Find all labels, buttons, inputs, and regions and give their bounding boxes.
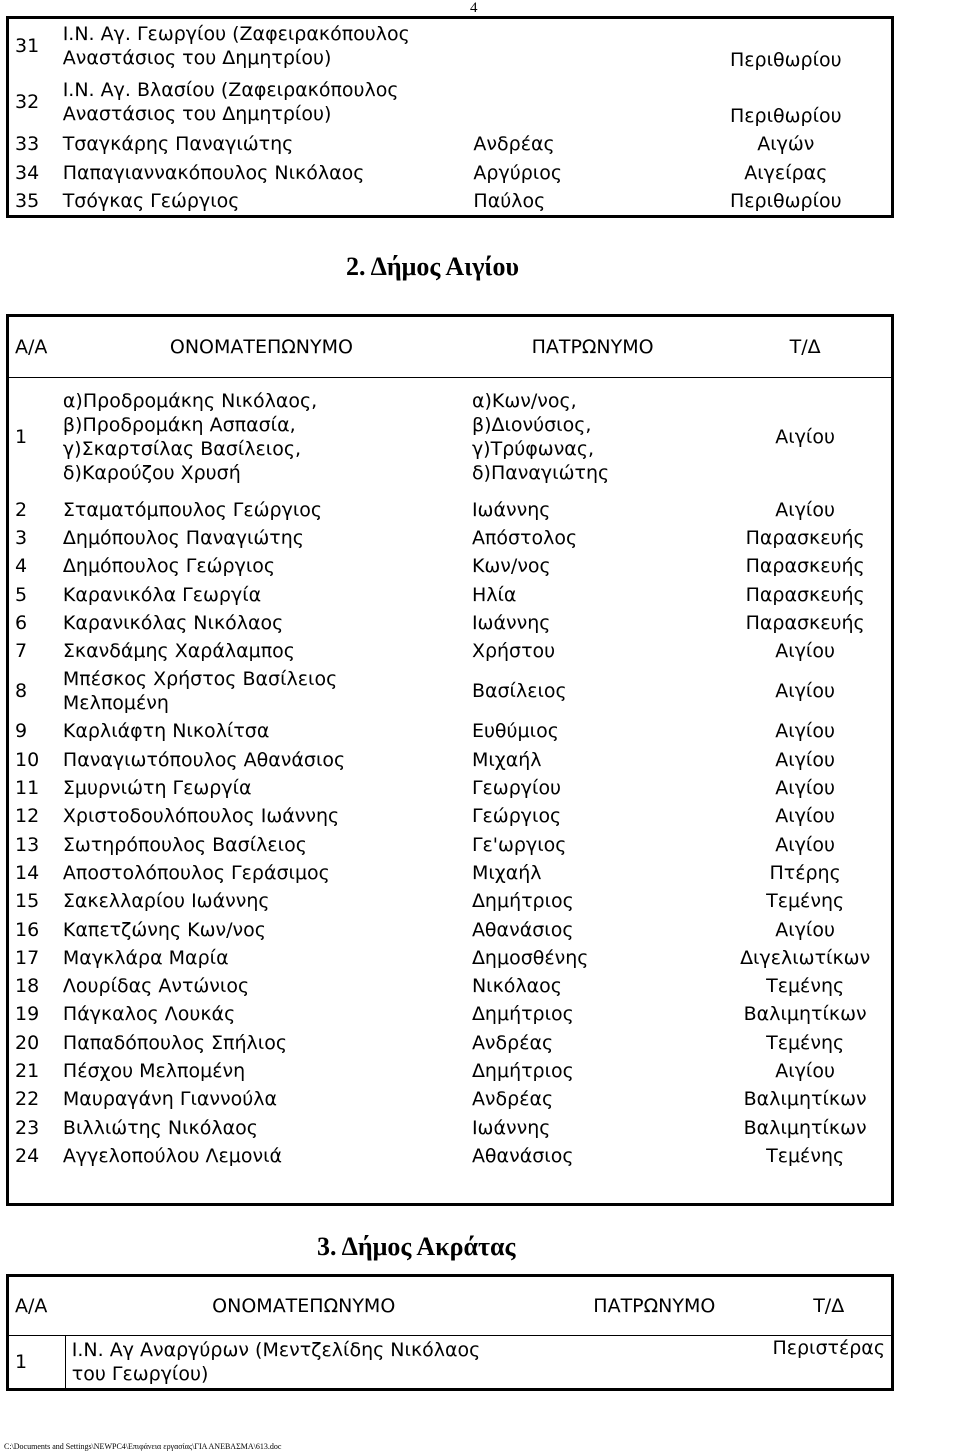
district-cell: Περιθωρίου — [729, 104, 842, 127]
table-row — [8, 552, 893, 580]
row-number: 23 — [15, 1116, 40, 1139]
name-cell: Τσόγκας Γεώργιος — [62, 190, 240, 213]
header-td: Τ/Δ — [766, 1276, 892, 1336]
district-cell: Αιγίου — [775, 425, 835, 448]
table-row — [8, 637, 893, 665]
cell-line: Μελπομένη — [62, 692, 169, 715]
district-cell: Βαλιμητίκων — [743, 1003, 867, 1026]
header-aa: Α/Α — [8, 316, 57, 378]
table-row — [8, 665, 893, 717]
cell-line: του Γεωργίου) — [71, 1363, 209, 1385]
page-number: 4 — [470, 0, 478, 16]
table-row — [8, 188, 893, 217]
father-cell: Αθανάσιος — [471, 918, 574, 941]
name-cell: Καρανικόλα Γεωργία — [62, 583, 262, 606]
name-cell: Καπετζώνης Κων/νος — [62, 918, 266, 941]
cell-line: Ι.Ν. Αγ. Βλασίου (Ζαφειρακόπουλος — [62, 78, 399, 101]
name-cell: Σταματόμπουλος Γεώργιος — [62, 498, 323, 521]
name-cell: Καρανικόλας Νικόλαος — [62, 611, 284, 634]
table-row — [8, 972, 893, 1000]
table-row — [8, 859, 893, 887]
district-cell: Αιγίου — [775, 918, 835, 941]
father-cell: Γεωργίου — [471, 777, 562, 800]
table-row — [8, 887, 893, 915]
district-cell: Βαλιμητίκων — [743, 1116, 867, 1139]
name-cell: Λουρίδας Αντώνιος — [62, 975, 250, 998]
father-cell: Αργύριος — [473, 162, 562, 184]
table-row — [8, 1142, 893, 1170]
table-row — [8, 1113, 893, 1141]
father-cell: Δημήτριος — [471, 1003, 574, 1026]
row-number: 10 — [15, 748, 40, 771]
table-row — [8, 74, 893, 130]
table-row — [8, 746, 893, 774]
district-cell: Περιθωρίου — [729, 48, 842, 71]
table-spacer — [8, 1170, 893, 1204]
row-number: 1 — [15, 425, 28, 448]
name-cell: Μαυραγάνη Γιαννούλα — [62, 1088, 278, 1111]
cell-line: α)Κων/νος, — [471, 389, 577, 412]
father-cell: Ιωάννης — [471, 498, 551, 521]
district-cell: Διγελιωτίκων — [740, 946, 871, 969]
district-cell: Παρασκευής — [745, 526, 865, 549]
header-father: ΠΑΤΡΩΝΥΜΟ — [466, 316, 719, 378]
table-row — [8, 915, 893, 943]
district-cell: Τεμένης — [766, 890, 845, 913]
table-aigio — [6, 314, 894, 1206]
father-cell: Απόστολος — [471, 526, 578, 549]
row-number: 31 — [15, 35, 40, 58]
row-number: 1 — [15, 1351, 28, 1373]
father-cell: Αθανάσιος — [471, 1144, 574, 1167]
name-cell: Δημόπουλος Γεώργιος — [62, 555, 276, 578]
table-continuation — [6, 16, 894, 218]
name-cell: Τσαγκάρης Παναγιώτης — [62, 133, 294, 155]
table-row — [8, 1029, 893, 1057]
cell-line: δ)Καρούζου Χρυσή — [62, 461, 241, 484]
district-cell: Πτέρης — [769, 861, 841, 884]
district-cell: Περιστέρας — [772, 1337, 885, 1359]
empty-cell — [8, 1170, 57, 1204]
name-cell: Σωτηρόπουλος Βασίλειος — [62, 833, 307, 856]
row-number: 16 — [15, 918, 40, 941]
name-cell: Σακελλαρίου Ιωάννης — [62, 890, 270, 913]
row-number: 15 — [15, 890, 40, 913]
footer-path: C:\Documents and Settings\NEWPC4\Επιφάνεια εργασίας\ΓΙΑ ΑΝΕΒΑΣΜΑ\613.doc — [4, 1442, 282, 1451]
name-cell — [57, 18, 468, 74]
cell-line: Αναστάσιος του Δημητρίου) — [62, 102, 332, 125]
father-cell: Ηλία — [471, 583, 517, 606]
name-cell: Δημόπουλος Παναγιώτης — [62, 526, 304, 549]
father-cell — [467, 74, 680, 130]
father-cell — [466, 378, 719, 496]
name-cell: Παναγιωτόπουλος Αθανάσιος — [62, 748, 346, 771]
cell-line: β)Διονύσιος, — [471, 413, 592, 436]
district-cell: Παρασκευής — [745, 611, 865, 634]
row-number: 8 — [15, 680, 28, 703]
row-number: 35 — [15, 190, 40, 213]
row-number: 7 — [15, 640, 28, 663]
name-cell: Μαγκλάρα Μαρία — [62, 946, 229, 969]
father-cell: Δημήτριος — [471, 890, 574, 913]
table-row — [8, 1085, 893, 1113]
cell-line: β)Προδρομάκη Ασπασία, — [62, 413, 296, 436]
row-number: 4 — [15, 555, 28, 578]
father-cell: Βασίλειος — [471, 680, 567, 703]
empty-cell — [466, 1170, 719, 1204]
row-number: 18 — [15, 975, 40, 998]
section-title-akrata: 3. Δήμος Ακράτας — [317, 1232, 516, 1261]
table-row — [8, 1000, 893, 1028]
father-cell: Ευθύμιος — [471, 720, 559, 743]
header-td: Τ/Δ — [719, 316, 892, 378]
table-header — [8, 1276, 893, 1336]
table-row — [8, 18, 893, 74]
row-number: 34 — [15, 162, 40, 184]
table-row — [8, 609, 893, 637]
table-row — [8, 1057, 893, 1085]
district-cell: Αιγίου — [775, 748, 835, 771]
district-cell: Αιγών — [757, 133, 815, 155]
name-cell: Παπαγιαννακόπουλος Νικόλαος — [62, 162, 365, 184]
name-cell — [57, 665, 466, 717]
father-cell: Ιωάννης — [471, 611, 551, 634]
table-row — [8, 580, 893, 608]
table-row — [8, 830, 893, 858]
table-row — [8, 159, 893, 188]
table-row — [8, 130, 893, 159]
father-cell: Ανδρέας — [471, 1088, 554, 1111]
header-name: ΟΝΟΜΑΤΕΠΩΝΥΜΟ — [65, 1276, 542, 1336]
table-row — [8, 802, 893, 830]
table-akrata — [6, 1274, 894, 1391]
empty-cell — [57, 1170, 466, 1204]
district-cell: Παρασκευής — [745, 555, 865, 578]
row-number: 2 — [15, 498, 28, 521]
name-cell: Αποστολόπουλος Γεράσιμος — [62, 861, 330, 884]
father-cell: Ανδρέας — [471, 1031, 554, 1054]
cell-line: γ)Σκαρτσίλας Βασίλειος, — [62, 437, 302, 460]
father-cell: Ιωάννης — [471, 1116, 551, 1139]
table-row — [8, 717, 893, 745]
father-cell — [542, 1336, 766, 1390]
row-number: 24 — [15, 1144, 40, 1167]
district-cell: Αιγείρας — [744, 162, 828, 184]
cell-line: Ι.Ν. Αγ Αναργύρων (Μεντζελίδης Νικόλαος — [71, 1339, 481, 1361]
cell-line: γ)Τρύφωνας, — [471, 437, 595, 460]
cell-line: Ι.Ν. Αγ. Γεωργίου (Ζαφειρακόπουλος — [62, 23, 410, 46]
father-cell: Ανδρέας — [473, 133, 555, 155]
district-cell: Αιγίου — [775, 498, 835, 521]
district-cell: Τεμένης — [766, 1031, 845, 1054]
section-title-aigio: 2. Δήμος Αιγίου — [346, 252, 519, 281]
district-cell: Αιγίου — [775, 720, 835, 743]
father-cell: Μιχαήλ — [471, 861, 542, 884]
father-cell: Γε'ωργιος — [471, 833, 567, 856]
cell-line: δ)Παναγιώτης — [471, 461, 610, 484]
name-cell: Καρλιάφτη Νικολίτσα — [62, 720, 270, 743]
father-cell: Παύλος — [473, 190, 546, 213]
father-cell: Δημοσθένης — [471, 946, 589, 969]
name-cell: Σμυρνιώτη Γεωργία — [62, 777, 252, 800]
father-cell — [467, 18, 680, 74]
row-number: 32 — [15, 90, 40, 113]
district-cell: Παρασκευής — [745, 583, 865, 606]
name-cell: Χριστοδουλόπουλος Ιωάννης — [62, 805, 340, 828]
row-number: 13 — [15, 833, 40, 856]
table-row — [8, 1336, 893, 1390]
row-number: 17 — [15, 946, 40, 969]
name-cell: Πέσχου Μελπομένη — [62, 1059, 246, 1082]
father-cell: Μιχαήλ — [471, 748, 542, 771]
name-cell — [57, 74, 468, 130]
table-row — [8, 774, 893, 802]
district-cell: Αιγίου — [775, 680, 835, 703]
name-cell: Παπαδόπουλος Σπήλιος — [62, 1031, 287, 1054]
cell-line: Μπέσκος Χρήστος Βασίλειος — [62, 668, 338, 691]
name-cell — [57, 378, 466, 496]
cell-line: Αναστάσιος του Δημητρίου) — [62, 47, 332, 70]
row-number: 19 — [15, 1003, 40, 1026]
father-cell: Χρήστου — [471, 640, 556, 663]
district-cell: Βαλιμητίκων — [743, 1088, 867, 1111]
table-row — [8, 524, 893, 552]
father-cell: Κων/νος — [471, 555, 551, 578]
district-cell: Αιγίου — [775, 777, 835, 800]
row-number: 33 — [15, 133, 40, 155]
district-cell: Τεμένης — [766, 1144, 845, 1167]
row-number: 9 — [15, 720, 28, 743]
row-number: 6 — [15, 611, 28, 634]
header-name: ΟΝΟΜΑΤΕΠΩΝΥΜΟ — [57, 316, 466, 378]
father-cell: Δημήτριος — [471, 1059, 574, 1082]
row-number: 3 — [15, 526, 28, 549]
district-cell: Αιγίου — [775, 1059, 835, 1082]
row-number: 22 — [15, 1088, 40, 1111]
row-number: 20 — [15, 1031, 40, 1054]
name-cell: Βιλλιώτης Νικόλαος — [62, 1116, 258, 1139]
district-cell: Αιγίου — [775, 805, 835, 828]
district-cell: Αιγίου — [775, 833, 835, 856]
district-cell: Τεμένης — [766, 975, 845, 998]
row-number: 5 — [15, 583, 28, 606]
row-number: 12 — [15, 805, 40, 828]
father-cell: Νικόλαος — [471, 975, 562, 998]
row-number: 21 — [15, 1059, 40, 1082]
row-number: 14 — [15, 861, 40, 884]
district-cell: Περιθωρίου — [729, 190, 842, 213]
empty-cell — [719, 1170, 892, 1204]
name-cell: Σκανδάμης Χαράλαμπος — [62, 640, 295, 663]
table-row — [8, 378, 893, 496]
table-row — [8, 496, 893, 524]
row-number: 11 — [15, 777, 40, 800]
name-cell: Αγγελοπούλου Λεμονιά — [62, 1144, 283, 1167]
header-father: ΠΑΤΡΩΝΥΜΟ — [542, 1276, 766, 1336]
table-row — [8, 944, 893, 972]
cell-line: α)Προδρομάκης Νικόλαος, — [62, 389, 318, 412]
district-cell: Αιγίου — [775, 640, 835, 663]
name-cell — [65, 1336, 542, 1390]
father-cell: Γεώργιος — [471, 805, 562, 828]
name-cell: Πάγκαλος Λουκάς — [62, 1003, 236, 1026]
table-header — [8, 316, 893, 378]
header-aa: Α/Α — [8, 1276, 66, 1336]
